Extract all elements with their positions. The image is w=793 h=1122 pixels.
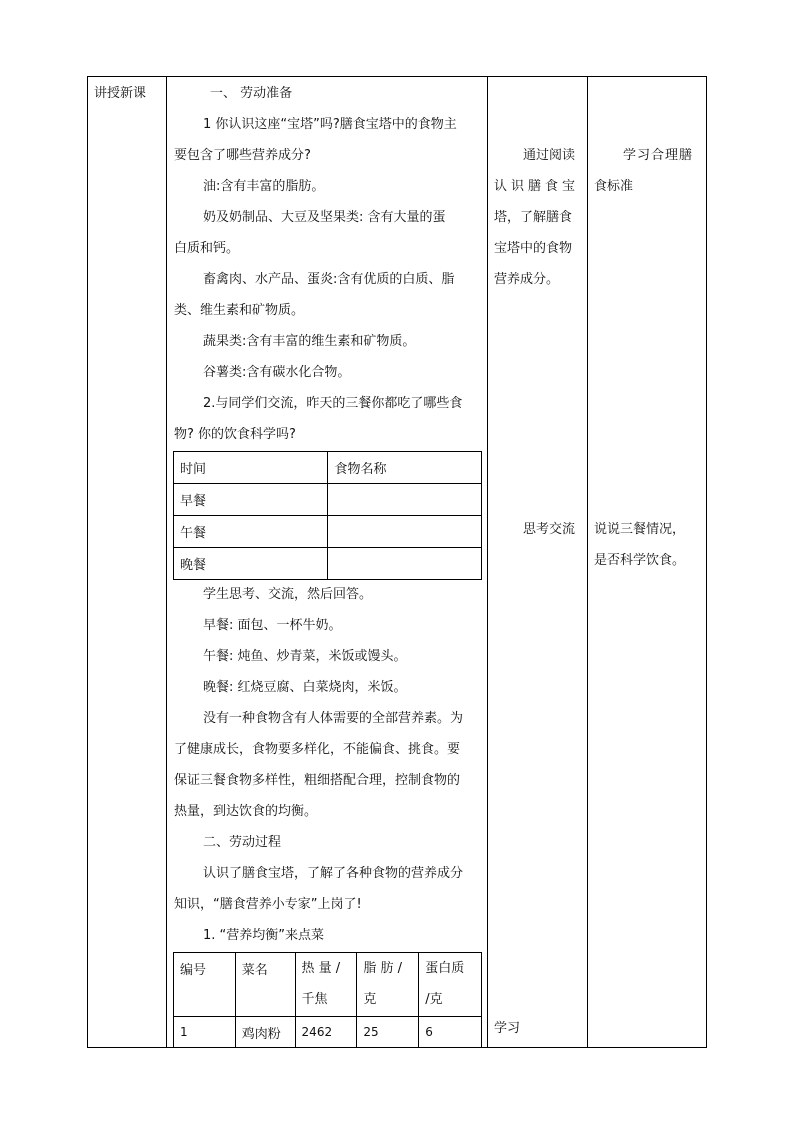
dish-cell-number: 1 xyxy=(174,1017,236,1048)
dish-header-calories-line2: 千焦 xyxy=(301,992,328,1007)
dish-header-protein xyxy=(419,953,482,1017)
meal-header-time: 时间 xyxy=(174,452,328,484)
order-title: 1. “营养均衡”来点菜 xyxy=(203,928,325,943)
meal-row-lunch: 午餐 xyxy=(174,516,328,548)
question1-line1: 1 你认识这座“宝塔”吗?膳食宝塔中的食物主 xyxy=(203,117,457,132)
intent-diet-line2: 食标准 xyxy=(594,179,634,194)
meal-cell-empty xyxy=(328,548,482,580)
dish-header-fat-line1: 脂 肪 / xyxy=(363,961,403,976)
learn-line1: 认识了膳食宝塔，了解了各种食物的营养成分 xyxy=(203,866,464,881)
dish-cell-protein: 6 xyxy=(419,1017,482,1048)
dish-cell-calories: 2462 xyxy=(295,1017,357,1048)
activity-reading-line3: 塔，了解膳食 xyxy=(494,210,573,225)
section1-title: 一、 劳动准备 xyxy=(210,86,293,101)
activity-reading-line2: 认识膳食宝 xyxy=(494,179,580,194)
dairy-line2: 白质和钙。 xyxy=(174,241,240,256)
dish-header-protein-line2: /克 xyxy=(425,992,443,1007)
dish-header-number xyxy=(174,953,236,1017)
column-divider-3 xyxy=(587,76,588,1048)
dish-cell-name: 鸡肉粉 xyxy=(235,1017,295,1048)
question1-line2: 要包含了哪些营养成分? xyxy=(174,148,311,163)
dairy-line1: 奶及奶制品、大豆及坚果类: 含有大量的蛋 xyxy=(203,210,446,225)
activity-discuss: 思考交流 xyxy=(523,522,576,537)
question2-line2: 物? 你的饮食科学吗? xyxy=(174,427,296,442)
dish-header-fat-line2: 克 xyxy=(363,992,377,1007)
paragraph-line1: 没有一种食物含有人体需要的全部营养素。为 xyxy=(203,711,464,726)
grain-text: 谷薯类:含有碳水化合物。 xyxy=(203,365,351,380)
meal-cell-empty xyxy=(328,484,482,516)
table-top-border xyxy=(87,76,707,77)
activity-reading-line1: 通过阅读 xyxy=(523,148,576,163)
column-divider-1 xyxy=(166,76,167,1048)
dish-header-number-text: 编号 xyxy=(180,963,207,978)
paragraph-line3: 保证三餐食物多样性，粗细搭配合理，控制食物的 xyxy=(174,773,461,788)
paragraph-line4: 热量，到达饮食的均衡。 xyxy=(174,804,318,819)
meal-row-dinner: 晚餐 xyxy=(174,548,328,580)
oil-text: 油:含有丰富的脂肪。 xyxy=(203,179,325,194)
table-left-border xyxy=(87,76,88,1048)
intent-meals-line2: 是否科学饮食。 xyxy=(594,553,686,568)
activity-reading-line5: 营养成分。 xyxy=(494,272,560,287)
learn-line2: 知识，“膳食营养小专家”上岗了! xyxy=(174,897,362,912)
meal-table xyxy=(173,451,482,580)
meal-row-breakfast: 早餐 xyxy=(174,484,328,516)
meal-cell-empty xyxy=(328,516,482,548)
intent-diet-line1: 学习合理膳 xyxy=(623,148,694,163)
dish-cell-fat: 25 xyxy=(357,1017,419,1048)
dish-table xyxy=(173,952,482,1048)
question2-line1: 2.与同学们交流，昨天的三餐你都吃了哪些食 xyxy=(203,396,463,411)
section2-title: 二、劳动过程 xyxy=(203,835,282,850)
paragraph-line2: 了健康成长，食物要多样化，不能偏食、挑食。要 xyxy=(174,742,461,757)
dish-header-calories-line1: 热 量 / xyxy=(301,961,341,976)
section-label: 讲授新课 xyxy=(94,86,147,101)
dinner-text: 晚餐: 红烧豆腐、白菜烧肉，米饭。 xyxy=(203,680,407,695)
dish-header-name-text: 菜名 xyxy=(241,963,268,978)
dish-header-name xyxy=(235,953,295,1017)
meal-header-food: 食物名称 xyxy=(328,452,482,484)
meat-line1: 畜禽肉、水产品、蛋炎:含有优质的白质、脂 xyxy=(203,272,455,287)
students-text: 学生思考、交流，然后回答。 xyxy=(203,587,373,602)
table-right-border xyxy=(706,76,707,1048)
column-divider-2 xyxy=(487,76,488,1048)
dish-header-calories xyxy=(295,953,357,1017)
dish-header-protein-line1: 蛋白质 xyxy=(425,961,465,976)
vegetable-text: 蔬果类:含有丰富的维生素和矿物质。 xyxy=(203,334,416,349)
intent-meals-line1: 说说三餐情况， xyxy=(594,522,686,537)
activity-learn: 学习 xyxy=(494,1021,521,1036)
activity-reading-line4: 宝塔中的食物 xyxy=(494,241,573,256)
lunch-text: 午餐: 炖鱼、炒青菜，米饭或馒头。 xyxy=(203,649,407,664)
meat-line2: 类、维生素和矿物质。 xyxy=(174,303,305,318)
dish-header-fat xyxy=(357,953,419,1017)
breakfast-text: 早餐: 面包、一杯牛奶。 xyxy=(203,618,342,633)
